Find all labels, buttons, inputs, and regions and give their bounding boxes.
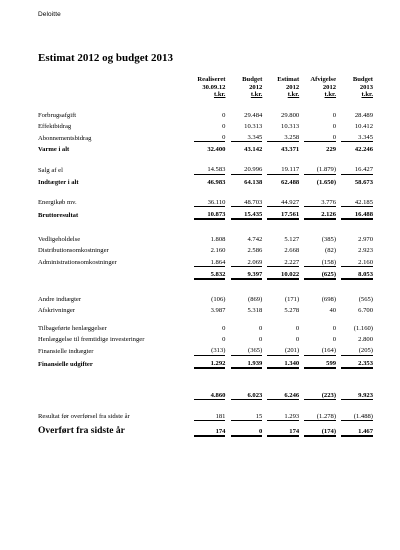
table-cell: 2.353 <box>341 355 373 368</box>
table-cell: 2.227 <box>267 255 299 267</box>
table-cell: (1.488) <box>341 409 373 421</box>
table-cell: 46.983 <box>207 178 226 186</box>
table-cell: 17.561 <box>267 207 299 220</box>
spacer-row <box>38 399 373 409</box>
table-cell: 10.412 <box>354 122 373 130</box>
table-cell: 44.927 <box>267 195 299 207</box>
table-cell: 0 <box>304 130 336 142</box>
table-cell: 0 <box>259 325 263 333</box>
table-cell: 0 <box>332 111 337 119</box>
table-cell: 3.258 <box>267 130 299 142</box>
table-cell: 0 <box>295 325 300 333</box>
row-label: Administrationsomkostninger <box>38 259 117 267</box>
column-header: Budget 2013 t.kr. <box>352 76 373 99</box>
table-cell: (171) <box>284 295 300 303</box>
table-cell: 174 <box>267 421 299 437</box>
row-label: Varme i alt <box>38 146 70 154</box>
table-cell: (869) <box>248 295 263 303</box>
column-header: Realiseret 30.09.12 t.kr. <box>197 76 226 99</box>
table-cell: 0 <box>222 122 226 130</box>
spacer-row <box>38 279 373 292</box>
column-header: Budget 2012 t.kr. <box>242 76 263 99</box>
table-cell: 0 <box>194 130 226 142</box>
table-row <box>38 409 373 421</box>
table-cell: 1.939 <box>231 355 263 368</box>
budget-table <box>38 76 373 437</box>
table-cell: 0 <box>295 336 300 344</box>
row-label: Energikøb mv. <box>38 199 77 207</box>
spacer-row <box>38 99 373 108</box>
table-cell: 1.292 <box>194 355 226 368</box>
table-cell: 9.397 <box>231 266 263 279</box>
table-row <box>38 421 373 437</box>
table-cell: 15.435 <box>231 207 263 220</box>
table-cell: 2.800 <box>358 336 373 344</box>
row-label: Resultat før overførsel fra sidste år <box>38 413 130 421</box>
table-row <box>38 108 373 119</box>
row-label: Distributionsomkostninger <box>38 247 109 255</box>
table-cell: 3.345 <box>341 130 373 142</box>
table-cell: 0 <box>259 336 263 344</box>
table-cell: 19.117 <box>267 162 299 174</box>
table-row <box>38 232 373 243</box>
table-cell: 2.126 <box>304 207 336 220</box>
table-cell: 10.873 <box>194 207 226 220</box>
table-cell: 15 <box>231 409 263 421</box>
row-label: Indtægter i alt <box>38 178 79 186</box>
table-cell: 3.345 <box>231 130 263 142</box>
row-label: Abonnementsbidrag <box>38 134 92 142</box>
table-cell: (365) <box>231 344 263 356</box>
table-cell: (82) <box>325 247 337 255</box>
table-row <box>38 195 373 207</box>
row-label <box>38 381 194 400</box>
table-cell: 0 <box>332 325 337 333</box>
table-cell: 2.923 <box>358 247 373 255</box>
table-cell: 29.800 <box>281 111 300 119</box>
table-cell: (158) <box>304 255 336 267</box>
table-cell: 5.832 <box>194 266 226 279</box>
table-cell: 58.673 <box>354 178 373 186</box>
table-cell: (1.160) <box>353 325 373 333</box>
table-cell: 43.142 <box>244 146 263 154</box>
table-cell: 9.923 <box>341 381 373 400</box>
table-cell: (1.278) <box>304 409 336 421</box>
table-cell: 0 <box>231 421 263 437</box>
column-header: Estimat 2012 t.kr. <box>277 76 300 99</box>
table-cell: 10.022 <box>267 266 299 279</box>
column-header: Afvigelse 2012 t.kr. <box>310 76 337 99</box>
table-cell: (174) <box>304 421 336 437</box>
table-header-row <box>38 76 373 99</box>
spacer-row <box>38 186 373 195</box>
table-cell: (565) <box>358 295 373 303</box>
table-cell: 2.668 <box>284 247 300 255</box>
row-label: Tilbageførte henlæggelser <box>38 324 107 332</box>
table-cell: 48.703 <box>231 195 263 207</box>
row-label: Henlæggelse til fremtidige investeringer <box>38 336 145 344</box>
table-cell: 28.489 <box>354 111 373 119</box>
table-cell: 174 <box>194 421 226 437</box>
spacer-row <box>38 219 373 232</box>
table-cell: 16.427 <box>341 162 373 174</box>
row-label: Vedligeholdelse <box>38 236 81 244</box>
table-cell: 36.110 <box>194 195 226 207</box>
table-cell: 599 <box>304 355 336 368</box>
table-cell: 29.484 <box>244 111 263 119</box>
table-cell: 5.278 <box>284 307 300 315</box>
table-cell: (201) <box>267 344 299 356</box>
table-cell: 3.776 <box>304 195 336 207</box>
table-row <box>38 243 373 254</box>
row-label: Salg af el <box>38 166 63 174</box>
table-cell: 8.053 <box>341 266 373 279</box>
table-cell: 6.246 <box>267 381 299 400</box>
table-row <box>38 303 373 314</box>
table-row <box>38 266 373 279</box>
table-row <box>38 119 373 130</box>
table-row <box>38 355 373 368</box>
row-label: Forbrugsafgift <box>38 111 77 119</box>
table-cell: 32.400 <box>207 146 226 154</box>
table-cell: 1.467 <box>341 421 373 437</box>
table-cell: (205) <box>341 344 373 356</box>
table-cell: (698) <box>321 295 337 303</box>
table-row <box>38 142 373 154</box>
table-cell: 64.138 <box>244 178 263 186</box>
table-cell: 2.160 <box>341 255 373 267</box>
table-cell: 40 <box>329 307 337 315</box>
row-label: Finansielle udgifter <box>38 360 93 368</box>
table-cell: 10.313 <box>244 122 263 130</box>
row-label: Afskrivninger <box>38 307 75 315</box>
table-cell: 14.583 <box>194 162 226 174</box>
table-cell: 1.340 <box>267 355 299 368</box>
table-cell: 229 <box>326 146 337 154</box>
row-label <box>38 266 194 279</box>
table-row <box>38 174 373 186</box>
table-cell: 3.987 <box>210 307 226 315</box>
table-cell: 0 <box>332 336 337 344</box>
table-cell: 2.160 <box>210 247 226 255</box>
table-cell: 2.069 <box>231 255 263 267</box>
table-cell: (106) <box>211 295 226 303</box>
row-label: Bruttoresultat <box>38 211 79 219</box>
page-title: Estimat 2012 og budget 2013 <box>38 52 174 64</box>
table-cell: 43.371 <box>281 146 300 154</box>
row-label: Andre indtægter <box>38 295 82 303</box>
table-cell: 0 <box>222 336 226 344</box>
table-cell: 4.742 <box>247 236 263 244</box>
table-cell: 62.488 <box>281 178 300 186</box>
table-cell: 0 <box>222 111 226 119</box>
row-label: Effektbidrag <box>38 122 72 130</box>
table-row <box>38 381 373 400</box>
table-cell: 6.700 <box>358 307 373 315</box>
spacer-row <box>38 368 373 381</box>
table-row <box>38 207 373 220</box>
table-cell: 0 <box>222 325 226 333</box>
table-cell: (625) <box>304 266 336 279</box>
table-cell: 2.970 <box>358 236 373 244</box>
table-cell: (223) <box>304 381 336 400</box>
table-row <box>38 344 373 356</box>
row-label: Overført fra sidste år <box>38 425 125 436</box>
table-cell: (313) <box>194 344 226 356</box>
table-cell: 20.996 <box>231 162 263 174</box>
table-cell: 6.023 <box>231 381 263 400</box>
table-row <box>38 255 373 267</box>
table-row <box>38 332 373 343</box>
table-cell: 1.808 <box>210 236 226 244</box>
table-cell: 4.860 <box>194 381 226 400</box>
table-cell: (1.879) <box>304 162 336 174</box>
table-cell: 2.586 <box>247 247 263 255</box>
brand-name: Deloitte <box>38 11 61 18</box>
table-cell: 10.313 <box>281 122 300 130</box>
table-row <box>38 130 373 142</box>
table-cell: 1.293 <box>267 409 299 421</box>
table-row <box>38 314 373 332</box>
table-cell: 181 <box>194 409 226 421</box>
table-cell: 16.488 <box>341 207 373 220</box>
table-row <box>38 292 373 303</box>
table-cell: 1.864 <box>194 255 226 267</box>
table-cell: 5.318 <box>247 307 263 315</box>
table-cell: 5.127 <box>284 236 300 244</box>
table-cell: (1.650) <box>316 178 337 186</box>
table-cell: (385) <box>321 236 337 244</box>
table-cell: 42.246 <box>354 146 373 154</box>
table-row <box>38 162 373 174</box>
table-cell: 42.185 <box>341 195 373 207</box>
table-cell: (164) <box>304 344 336 356</box>
row-label: Finansielle indtægter <box>38 347 94 355</box>
spacer-row <box>38 153 373 162</box>
table-cell: 0 <box>332 122 337 130</box>
